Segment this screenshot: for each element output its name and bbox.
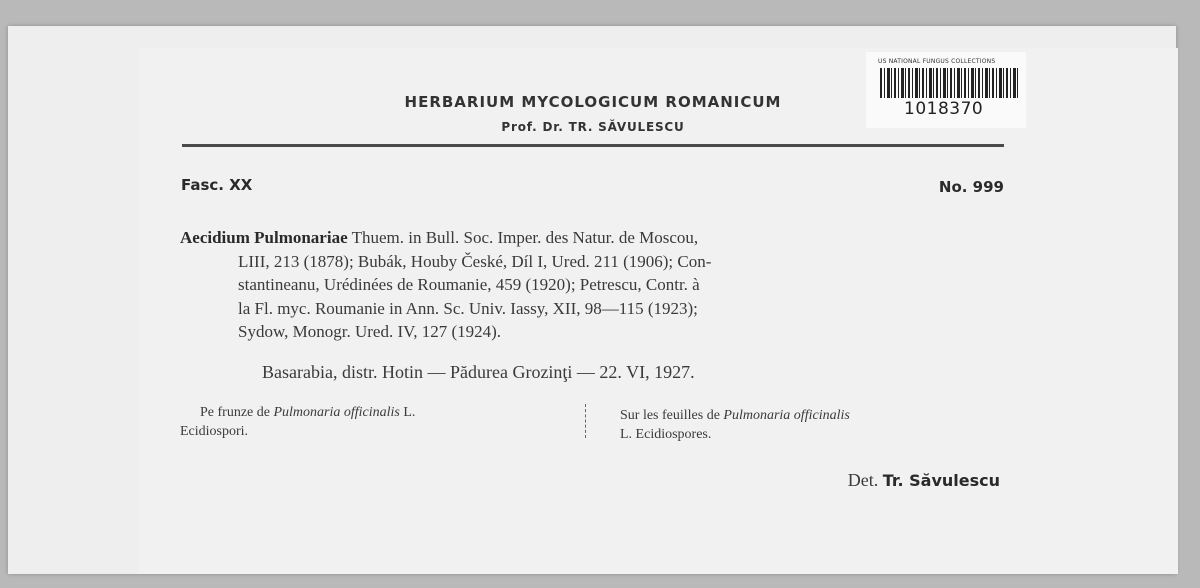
herbarium-title: HERBARIUM MYCOLOGICUM ROMANICUM — [404, 93, 782, 111]
host-french — [620, 406, 1010, 444]
barcode-number: 1018370 — [904, 99, 984, 119]
host-french-prefix: Sur les feuilles de — [620, 408, 724, 423]
herbarium-curator: Prof. Dr. TR. SĂVULESCU — [501, 120, 685, 134]
host-french-line-2: L. Ecidiospores. — [620, 427, 712, 442]
specimen-number: No. 999 — [938, 178, 1004, 196]
citation-line-2: LIII, 213 (1878); Bubák, Houby České, Díl I, Ured. 211 (1906); Con- — [238, 251, 712, 271]
header-divider — [182, 144, 1004, 147]
fascicle-label: Fasc. XX — [181, 176, 253, 194]
barcode-caption: US NATIONAL FUNGUS COLLECTIONS — [878, 58, 996, 65]
determiner-name: Tr. Săvulescu — [882, 471, 1000, 490]
barcode-label — [866, 52, 1026, 128]
host-romanian-line-1 — [180, 403, 560, 422]
host-romanian-species: Pulmonaria officinalis — [273, 405, 400, 420]
host-french-species: Pulmonaria officinalis — [723, 408, 850, 423]
determiner-prefix: Det. — [847, 470, 883, 490]
barcode-icon — [880, 68, 1018, 98]
collection-locality: Basarabia, distr. Hotin — Pădurea Grozinţi — 22. VI, 1927. — [262, 362, 695, 382]
host-romanian — [180, 403, 560, 441]
host-romanian-prefix: Pe frunze de — [200, 405, 274, 420]
citation-text: Thuem. in Bull. Soc. Imper. des Natur. de Moscou, — [347, 228, 699, 247]
taxon-citation — [180, 226, 1004, 344]
host-french-line-1 — [620, 406, 1010, 425]
citation-line-1 — [180, 226, 1004, 250]
citation-line-3: stantineanu, Urédinées de Roumanie, 459 (1920); Petrescu, Contr. à — [238, 275, 700, 294]
citation-line-5: Sydow, Monogr. Ured. IV, 127 (1924). — [238, 322, 502, 341]
host-romanian-line-2: Ecidiospori. — [180, 424, 249, 439]
determiner — [848, 470, 1000, 491]
citation-line-4: la Fl. myc. Roumanie in Ann. Sc. Univ. Iassy, XII, 98—115 (1923); — [238, 298, 698, 318]
species-name: Aecidium Pulmonariae — [180, 228, 348, 247]
column-divider — [585, 404, 587, 438]
host-romanian-suffix: L. — [399, 405, 416, 420]
